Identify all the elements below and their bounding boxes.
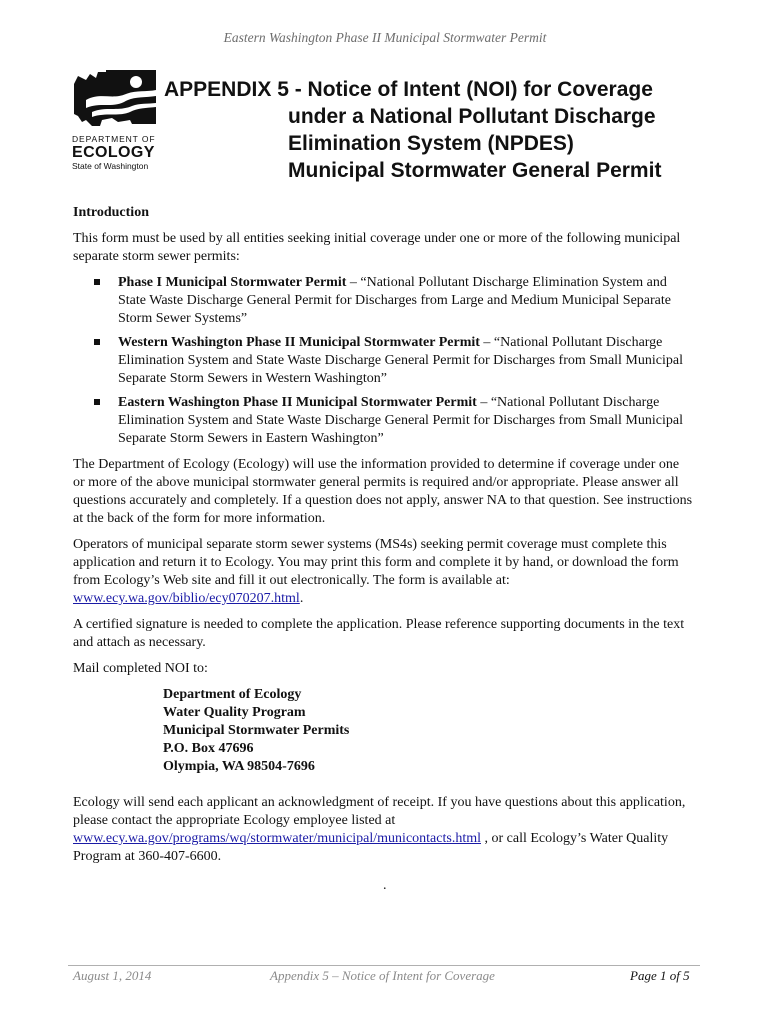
page-title	[164, 76, 724, 184]
washington-state-logo-icon	[72, 70, 156, 130]
address-line: Municipal Stormwater Permits	[163, 723, 350, 738]
permit-name: Eastern Washington Phase II Municipal Stormwater Permit	[118, 395, 477, 410]
square-bullet-icon	[94, 339, 100, 345]
permit-list-item	[73, 334, 693, 388]
permit-list-item	[73, 394, 693, 448]
title-line-1: APPENDIX 5 - Notice of Intent (NOI) for Coverage	[164, 78, 653, 101]
mail-label: Mail completed NOI to:	[73, 661, 208, 676]
operators-text-end: .	[299, 591, 304, 606]
title-line-3: Elimination System (NPDES)	[288, 132, 574, 155]
acknowledgment-text: Ecology will send each applicant an acknowledgment of receipt. If you have questions about this application, please contact the appropriate Ecology employee listed at	[73, 795, 686, 828]
permit-name: Phase I Municipal Stormwater Permit	[118, 275, 347, 290]
logo-department-text: DEPARTMENT OF	[72, 134, 156, 144]
permit-description: – “National Pollutant Discharge Elimination System and State Waste Discharge General Permit for Discharges from Small Municipal Separate Storm Sewers in Western Washington”	[118, 335, 683, 386]
footer-date: August 1, 2014	[73, 968, 152, 983]
footer-page-number: Page 1 of 5	[630, 968, 690, 983]
footer-divider	[68, 965, 700, 966]
permit-list	[73, 274, 693, 448]
acknowledgment-text-end: , or call Ecology’s Water Quality Program at 360-407-6600.	[73, 831, 669, 864]
address-line: Olympia, WA 98504-7696	[163, 759, 315, 774]
permit-description: – “National Pollutant Discharge Elimination System and State Waste Discharge General Permit for Discharges from Large and Medium Municipal Separate Storm Sewer Systems”	[118, 275, 671, 326]
address-line: Department of Ecology	[163, 687, 302, 702]
stray-dot: .	[383, 878, 387, 893]
intro-lead-paragraph: This form must be used by all entities seeking initial coverage under one or more of the following municipal separate storm sewer permits:	[73, 231, 681, 264]
ecology-usage-paragraph: The Department of Ecology (Ecology) will use the information provided to determine if coverage under one or more of the above municipal stormwater general permits is required and/or appropriate. Please answer all questions accurately and completely. If a question does not apply, answer NA to that question. See instructions at the back of the form for more information.	[73, 457, 693, 526]
mailing-address	[73, 686, 693, 776]
contacts-link[interactable]: www.ecy.wa.gov/programs/wq/stormwater/municipal/municontacts.html	[73, 831, 481, 846]
square-bullet-icon	[94, 399, 100, 405]
introduction-section	[73, 204, 693, 874]
ecology-logo	[72, 70, 156, 171]
logo-state-text: State of Washington	[72, 161, 149, 171]
form-download-link[interactable]: www.ecy.wa.gov/biblio/ecy070207.html	[73, 591, 300, 606]
title-line-4: Municipal Stormwater General Permit	[288, 159, 662, 182]
address-line: P.O. Box 47696	[163, 741, 254, 756]
footer-title: Appendix 5 – Notice of Intent for Coverage	[270, 968, 495, 983]
introduction-heading: Introduction	[73, 205, 149, 220]
title-line-2: under a National Pollutant Discharge	[288, 105, 656, 128]
permit-description: – “National Pollutant Discharge Elimination System and State Waste Discharge General Permit for Discharges from Small Municipal Separate Storm Sewers in Eastern Washington”	[118, 395, 683, 446]
operators-text: Operators of municipal separate storm sewer systems (MS4s) seeking permit coverage must complete this application and return it to Ecology. You may print this form and complete it by hand, or download the form from Ecology’s Web site and fill it out electronically. The form is available at:	[73, 537, 679, 588]
running-header: Eastern Washington Phase II Municipal Stormwater Permit	[223, 30, 547, 45]
acknowledgment-paragraph	[73, 794, 693, 866]
logo-ecology-text: ECOLOGY	[72, 144, 155, 161]
permit-list-item	[73, 274, 693, 328]
signature-paragraph: A certified signature is needed to complete the application. Please reference supporting documents in the text and attach as necessary.	[73, 617, 685, 650]
permit-name: Western Washington Phase II Municipal Stormwater Permit	[118, 335, 480, 350]
address-line: Water Quality Program	[163, 705, 306, 720]
operators-paragraph	[73, 536, 693, 608]
square-bullet-icon	[94, 279, 100, 285]
